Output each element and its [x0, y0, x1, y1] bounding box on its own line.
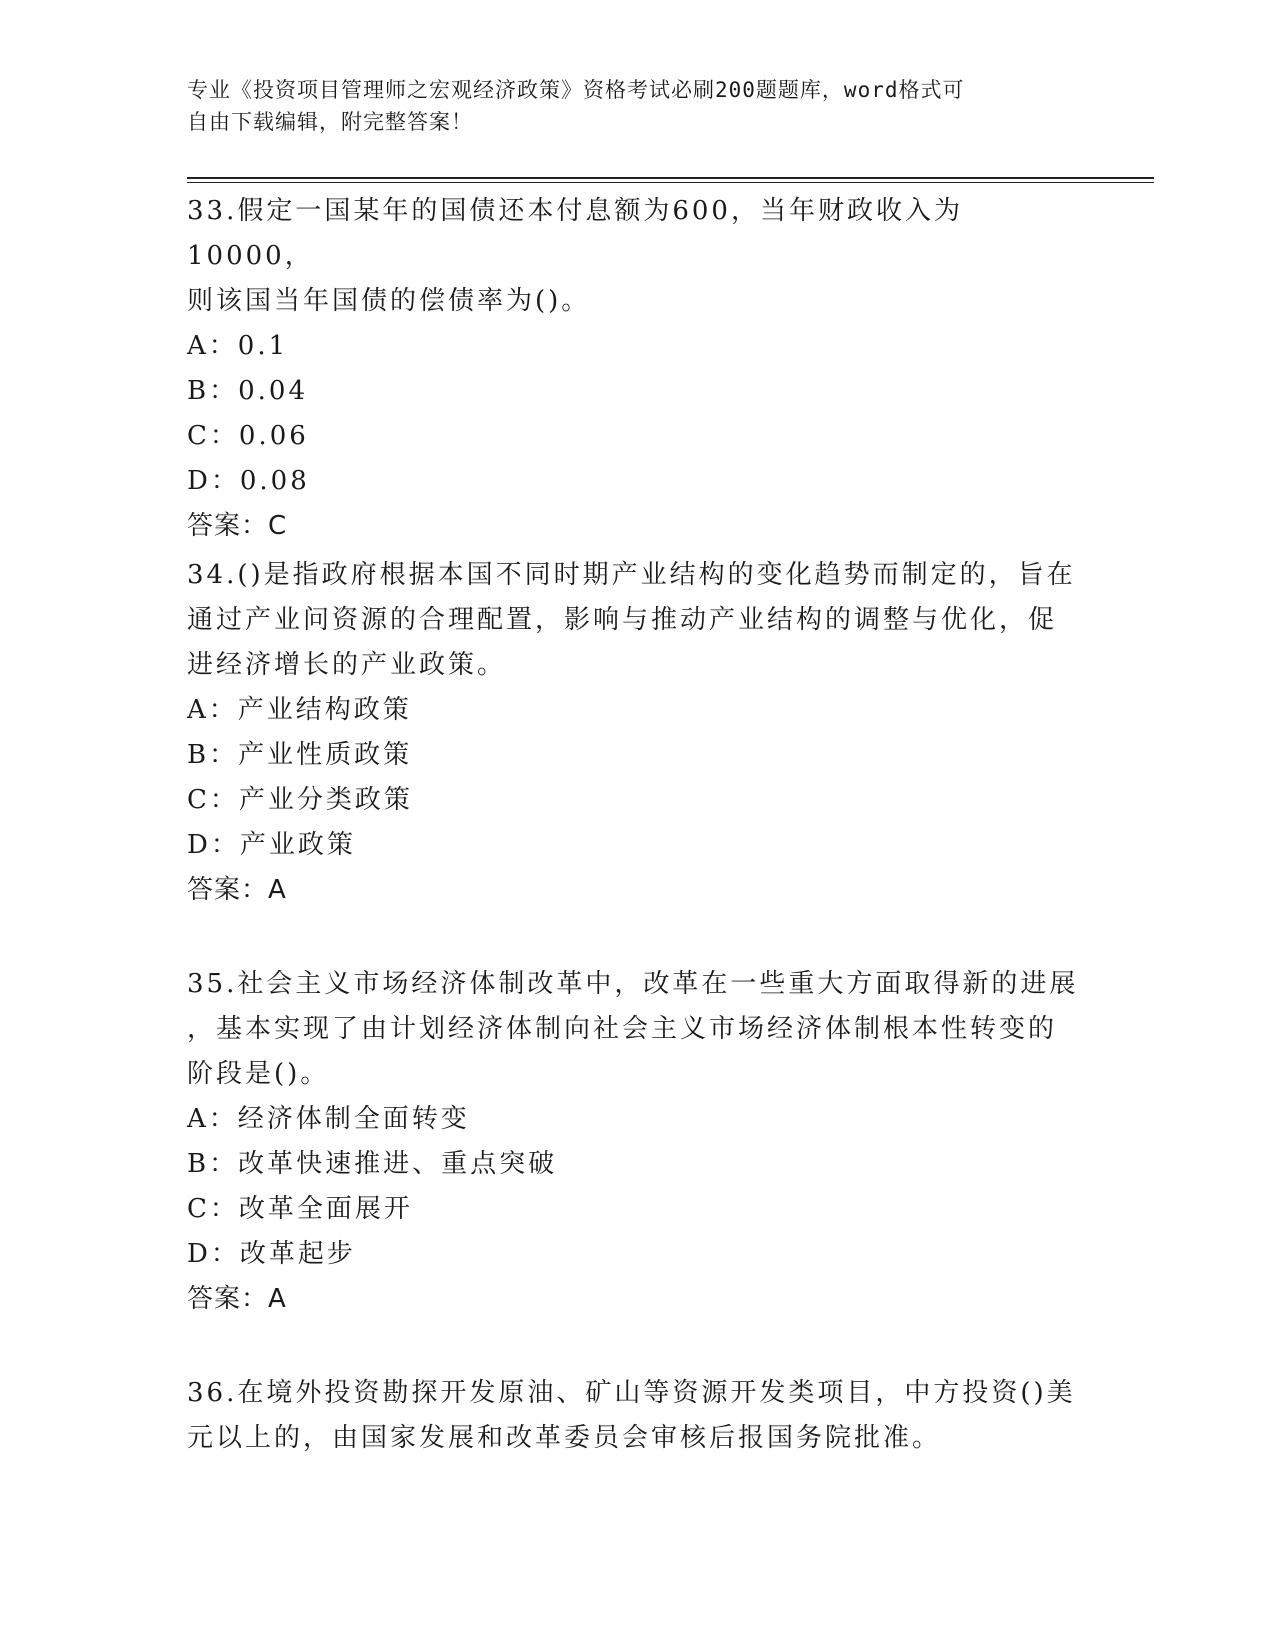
question-stem: 通过产业问资源的合理配置，影响与推动产业结构的调整与优化，促: [187, 605, 1058, 635]
question-stem: 34.()是指政府根据本国不同时期产业结构的变化趋势而制定的，旨在: [187, 560, 1076, 590]
option-b: B：产业性质政策: [187, 740, 413, 770]
option-d: D：改革起步: [187, 1239, 356, 1269]
question-33: [187, 189, 1087, 549]
option-d: D：产业政策: [187, 830, 356, 860]
option-c: C：产业分类政策: [187, 785, 413, 815]
question-36: [187, 1371, 1087, 1461]
header-divider-thin: [187, 182, 1154, 183]
question-stem: 元以上的，由国家发展和改革委员会审核后报国务院批准。: [187, 1423, 942, 1453]
option-a: A：经济体制全面转变: [187, 1104, 470, 1134]
header-divider-thick: [187, 177, 1154, 179]
option-c: C：改革全面展开: [187, 1194, 413, 1224]
answer: 答案：A: [187, 875, 287, 905]
option-a: A：产业结构政策: [187, 695, 412, 725]
question-stem: 33.假定一国某年的国债还本付息额为600，当年财政收入为10000，: [187, 196, 963, 271]
question-stem: 进经济增长的产业政策。: [187, 650, 507, 680]
question-stem: 阶段是()。: [187, 1059, 330, 1089]
option-b: B：0.04: [187, 376, 308, 406]
header-line-2: 自由下载编辑，附完整答案！: [187, 110, 473, 134]
answer: 答案：C: [187, 511, 288, 541]
question-stem: ，基本实现了由计划经济体制向社会主义市场经济体制根本性转变的: [187, 1014, 1058, 1044]
option-b: B：改革快速推进、重点突破: [187, 1149, 558, 1179]
question-35: [187, 962, 1087, 1322]
question-stem: 则该国当年国债的偿债率为()。: [187, 286, 591, 316]
document-header: [187, 74, 1087, 138]
answer: 答案：A: [187, 1284, 287, 1314]
question-stem: 36.在境外投资勘探开发原油、矿山等资源开发类项目，中方投资()美: [187, 1378, 1076, 1408]
header-line-1: 专业《投资项目管理师之宏观经济政策》资格考试必刷200题题库，word格式可: [187, 78, 965, 102]
question-34: [187, 553, 1087, 913]
option-c: C：0.06: [187, 421, 309, 451]
option-d: D：0.08: [187, 466, 310, 496]
question-stem: 35.社会主义市场经济体制改革中，改革在一些重大方面取得新的进展: [187, 969, 1079, 999]
option-a: A：0.1: [187, 331, 289, 361]
